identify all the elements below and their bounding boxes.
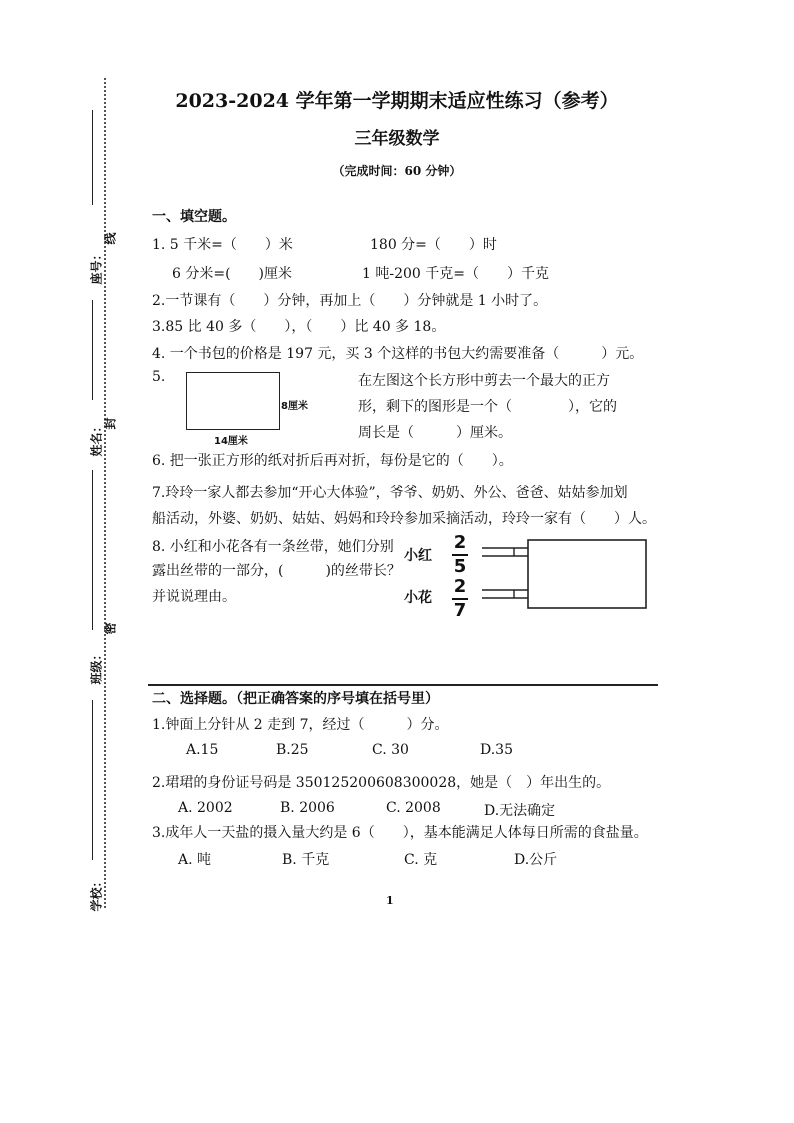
q8-xiaohong-fraction xyxy=(452,534,468,576)
school-label: 学校： xyxy=(89,875,104,912)
fraction-numerator: 2 xyxy=(453,576,467,597)
q8-line1: 8. 小红和小花各有一条丝带，她们分别 xyxy=(152,539,394,555)
q1-part-a: 1. 5 千米=（ ）米 xyxy=(152,237,293,253)
s2-q1-option-a: A.15 xyxy=(186,742,219,758)
q8-box xyxy=(528,540,646,608)
q5-text-line3: 周长是（ ）厘米。 xyxy=(358,425,512,441)
s2-q2-option-a: A. 2002 xyxy=(178,800,233,816)
section-divider xyxy=(148,684,658,686)
q8-xiaohua-fraction xyxy=(452,578,468,620)
fraction-numerator: 2 xyxy=(453,532,467,553)
school-write-line xyxy=(92,700,93,860)
q5-width-label: 14厘米 xyxy=(214,436,248,447)
question-6: 6. 把一张正方形的纸对折后再对折，每份是它的（ ）。 xyxy=(152,453,513,469)
page-title: 2023-2024 学年第一学期期末适应性练习（参考） xyxy=(175,90,619,112)
question-3: 3.85 比 40 多（ ），（ ）比 40 多 18。 xyxy=(152,319,446,335)
name-label: 姓名： xyxy=(89,420,104,457)
seal-char-secret: 密 xyxy=(103,622,118,635)
q7-line2: 船活动，外婆、奶奶、姑姑、妈妈和玲玲参加采摘活动，玲玲一家有（ ）人。 xyxy=(152,511,656,527)
fraction-denominator: 5 xyxy=(453,556,467,577)
section2-heading: 二、选择题。（把正确答案的序号填在括号里） xyxy=(152,691,439,707)
q8-ribbon-xiaohua xyxy=(482,590,528,598)
time-note: （完成时间：60 分钟） xyxy=(332,164,462,178)
q8-xiaohua-label: 小花 xyxy=(404,590,432,606)
page-number: 1 xyxy=(386,894,394,907)
q1-part-d: 1 吨-200 千克=（ ）千克 xyxy=(362,266,549,282)
q5-height-label: 8厘米 xyxy=(281,401,308,412)
s2-q2-option-b: B. 2006 xyxy=(280,800,335,816)
s2-q3-option-c: C. 克 xyxy=(404,852,438,868)
binding-dotted-line xyxy=(104,78,106,908)
s2-q1-option-c: C. 30 xyxy=(372,742,409,758)
q1-part-b: 180 分=（ ）时 xyxy=(370,237,497,253)
s2-q3-option-b: B. 千克 xyxy=(282,852,330,868)
name-write-line xyxy=(92,300,93,400)
question-4: 4. 一个书包的价格是 197 元，买 3 个这样的书包大约需要准备（ ）元。 xyxy=(152,346,644,362)
s2-question-3: 3.成年人一天盐的摄入量大约是 6（ ），基本能满足人体每日所需的食盐量。 xyxy=(152,825,648,841)
class-write-line xyxy=(92,470,93,630)
seat-label: 座号： xyxy=(89,248,104,285)
s2-question-2: 2.珺珺的身份证号码是 350125200608300028，她是（ ）年出生的。 xyxy=(152,775,611,791)
s2-q2-option-d: D.无法确定 xyxy=(484,803,556,819)
s2-q3-option-d: D.公斤 xyxy=(514,852,558,868)
q5-text-line1: 在左图这个长方形中剪去一个最大的正方 xyxy=(358,373,610,389)
class-label: 班级： xyxy=(89,648,104,685)
q8-xiaohong-label: 小红 xyxy=(404,548,432,564)
q1-part-c: 6 分米=( )厘米 xyxy=(172,266,293,282)
q8-ribbon-xiaohong xyxy=(482,548,528,556)
question-2: 2.一节课有（ ）分钟，再加上（ ）分钟就是 1 小时了。 xyxy=(152,293,548,309)
q5-text-line2: 形，剩下的图形是一个（ ），它的 xyxy=(358,399,617,415)
s2-q3-option-a: A. 吨 xyxy=(178,852,212,868)
s2-q1-option-b: B.25 xyxy=(276,742,309,758)
s2-q1-option-d: D.35 xyxy=(480,742,513,758)
q7-line1: 7.玲玲一家人都去参加“开心大体验”，爷爷、奶奶、外公、爸爸、姑姑参加划 xyxy=(152,485,628,501)
q8-ribbon-box-figure xyxy=(480,538,650,612)
q8-line3: 并说说理由。 xyxy=(152,589,236,605)
section1-heading: 一、填空题。 xyxy=(152,209,236,225)
s2-q2-option-c: C. 2008 xyxy=(386,800,441,816)
q5-rectangle xyxy=(186,372,280,430)
s2-question-1: 1.钟面上分针从 2 走到 7，经过（ ）分。 xyxy=(152,717,449,733)
seal-char-line: 线 xyxy=(103,232,118,245)
question-5-number: 5. xyxy=(152,369,166,385)
fraction-denominator: 7 xyxy=(453,600,467,621)
q8-line2: 露出丝带的一部分，( )的丝带长？ xyxy=(152,563,401,579)
page-subtitle: 三年级数学 xyxy=(354,129,440,149)
seal-char-seal: 封 xyxy=(103,417,118,430)
